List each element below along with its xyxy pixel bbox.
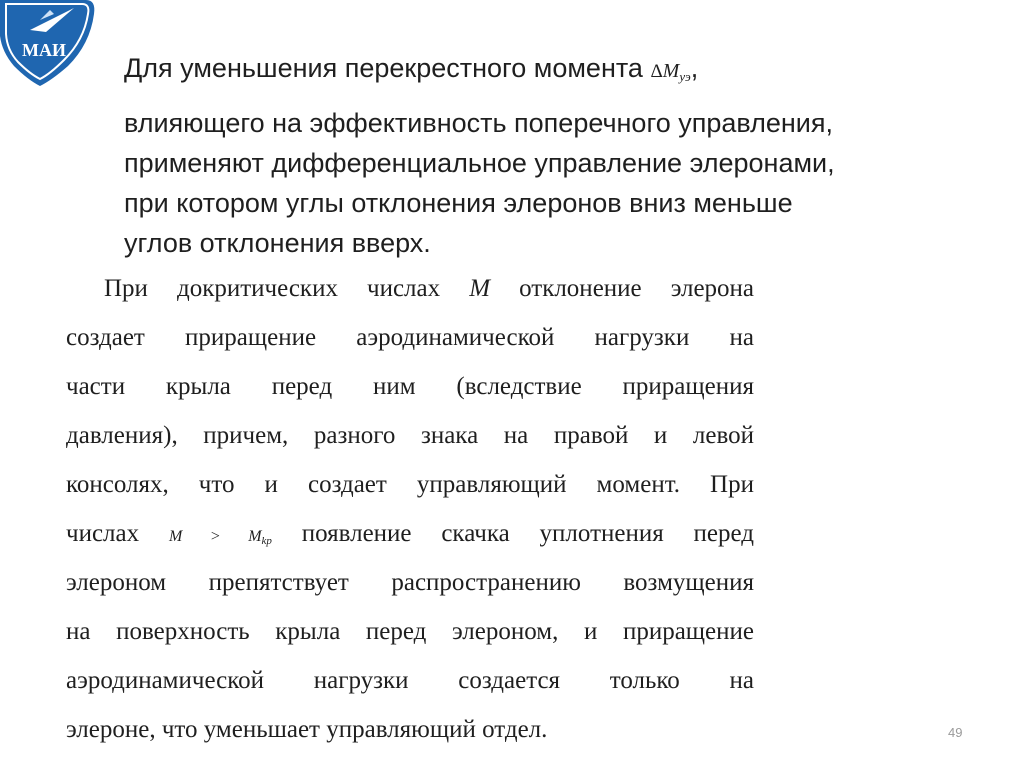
- body-line-6: числах $M > M_{kp}$ появление скачка уплотнения перед: [66, 520, 754, 547]
- heading-comma: ,: [690, 53, 699, 83]
- body-line-10: элероне, что уменьшает управляющий отдел.: [66, 716, 548, 743]
- heading-line-4: при котором углы отклонения элеронов вниз меньше: [124, 188, 793, 218]
- body-line-1: При докритических числах M отклонение элерона: [104, 275, 755, 302]
- logo-text: МАИ: [22, 40, 66, 60]
- heading-line-3: применяют дифференциальное управление элеронами,: [124, 148, 835, 178]
- heading-line-1: Для уменьшения перекрестного момента: [124, 53, 643, 83]
- body-line-3: части крыла перед ним (вследствие приращения: [66, 373, 754, 400]
- body-line-4: давления), причем, разного знака на правой и левой: [66, 422, 754, 449]
- mai-logo-icon: [0, 0, 96, 90]
- body-line-9: аэродинамической нагрузки создается только на: [66, 667, 754, 694]
- body-line-7: элероном препятствует распространению возмущения: [66, 569, 754, 596]
- body-line-8: на поверхность крыла перед элероном, и приращение: [66, 618, 754, 645]
- heading-line-2: влияющего на эффективность поперечного управления,: [124, 108, 833, 138]
- body-line-2: создает приращение аэродинамической нагрузки на: [66, 324, 754, 351]
- mach-formula: $M > M_{kp}$: [168, 528, 272, 547]
- body-paragraph: [66, 264, 754, 754]
- moment-formula: $\Delta M_{уэ}$: [650, 60, 691, 84]
- body-line-5: консолях, что и создает управляющий момент. При: [66, 471, 754, 498]
- page-number: 49: [948, 725, 963, 740]
- heading-line-5: углов отклонения вверх.: [124, 228, 431, 258]
- slide-heading: [124, 48, 984, 263]
